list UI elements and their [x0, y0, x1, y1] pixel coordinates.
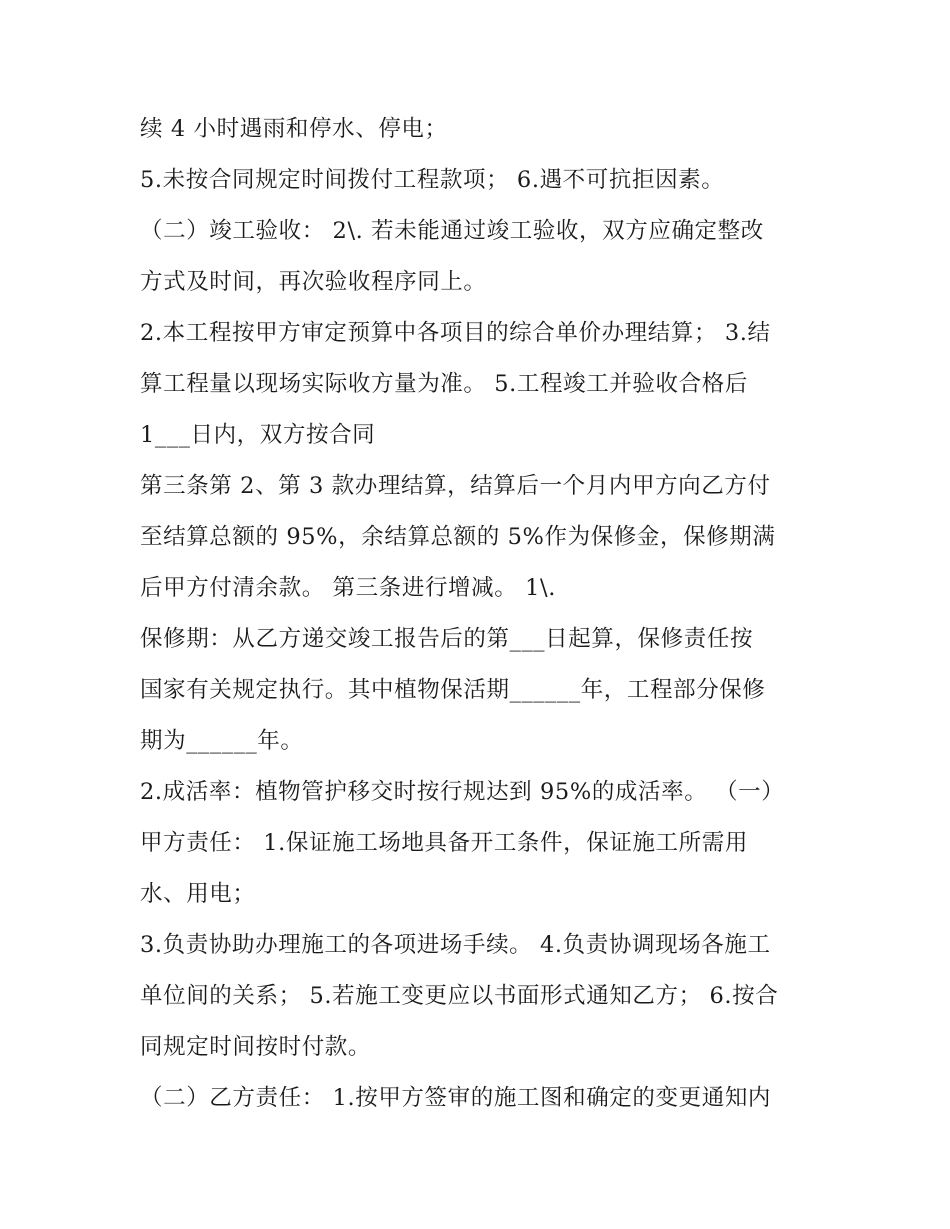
- text-line: 至结算总额的 95%，余结算总额的 5%作为保修金，保修期满: [140, 524, 776, 550]
- text-line: 2.本工程按甲方审定预算中各项目的综合单价办理结算； 3.结: [140, 320, 771, 346]
- text-line: 算工程量以现场实际收方量为准。 5.工程竣工并验收合格后: [140, 371, 748, 397]
- text-line: （二）竣工验收： 2\. 若未能通过竣工验收，双方应确定整改: [140, 218, 764, 244]
- text-line: 后甲方付清余款。 第三条进行增减。 1\.: [140, 575, 556, 601]
- text-line: 方式及时间，再次验收程序同上。: [140, 269, 487, 295]
- document-body: [140, 104, 820, 1124]
- text-line: 期为______年。: [140, 728, 304, 754]
- text-line: 国家有关规定执行。其中植物保活期______年，工程部分保修: [140, 677, 766, 703]
- text-line: 第三条第 2、第 3 款办理结算，结算后一个月内甲方向乙方付: [140, 473, 771, 499]
- text-line: （二）乙方责任： 1.按甲方签审的施工图和确定的变更通知内: [140, 1085, 772, 1111]
- text-line: 甲方责任： 1.保证施工场地具备开工条件，保证施工所需用: [140, 830, 748, 856]
- text-line: 2.成活率：植物管护移交时按行规达到 95%的成活率。 （一）: [140, 779, 785, 805]
- text-line: 3.负责协助办理施工的各项进场手续。 4.负责协调现场各施工: [140, 932, 771, 958]
- text-line: 1___日内，双方按合同: [140, 422, 376, 448]
- text-line: 水、用电；: [140, 881, 256, 907]
- text-line: 单位间的关系； 5.若施工变更应以书面形式通知乙方； 6.按合: [140, 983, 779, 1009]
- text-line: 5.未按合同规定时间拨付工程款项； 6.遇不可抗拒因素。: [140, 167, 725, 193]
- text-line: 同规定时间按时付款。: [140, 1034, 372, 1060]
- text-line: 续 4 小时遇雨和停水、停电；: [140, 116, 448, 142]
- text-line: 保修期：从乙方递交竣工报告后的第___日起算，保修责任按: [140, 626, 754, 652]
